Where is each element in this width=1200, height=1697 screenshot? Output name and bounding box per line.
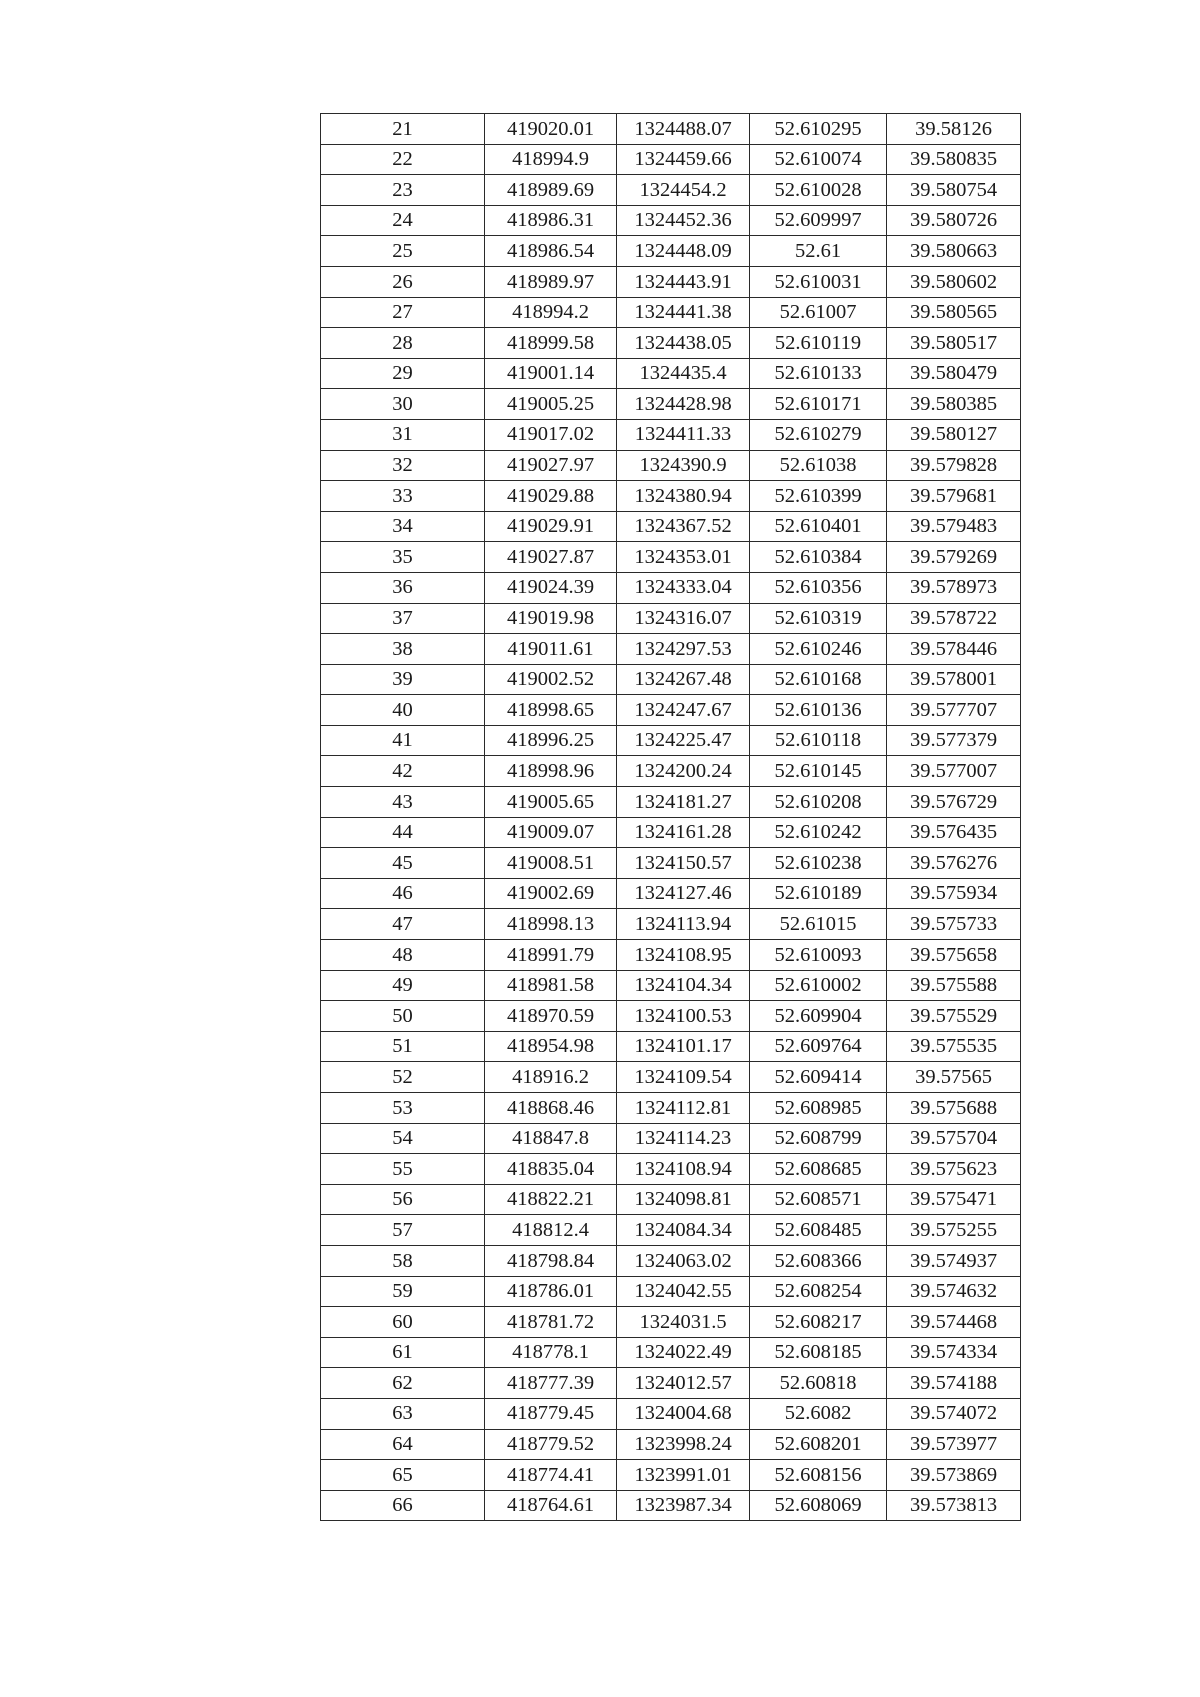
latitude-cell: 52.608799 <box>750 1123 887 1154</box>
coord-y-cell: 1324459.66 <box>617 144 750 175</box>
coord-x-cell: 418989.97 <box>485 266 617 297</box>
point-number-cell: 50 <box>321 1001 485 1032</box>
latitude-cell: 52.609997 <box>750 205 887 236</box>
coord-x-cell: 418778.1 <box>485 1337 617 1368</box>
coord-x-cell: 419011.61 <box>485 634 617 665</box>
latitude-cell: 52.610238 <box>750 848 887 879</box>
point-number-cell: 65 <box>321 1460 485 1491</box>
coord-x-cell: 418774.41 <box>485 1460 617 1491</box>
table-row <box>321 1276 1021 1307</box>
table-row <box>321 695 1021 726</box>
point-number-cell: 49 <box>321 970 485 1001</box>
point-number-cell: 51 <box>321 1031 485 1062</box>
longitude-cell: 39.575934 <box>887 878 1021 909</box>
longitude-cell: 39.573869 <box>887 1460 1021 1491</box>
table-row <box>321 1093 1021 1124</box>
coord-y-cell: 1324452.36 <box>617 205 750 236</box>
table-row <box>321 1429 1021 1460</box>
table-row <box>321 878 1021 909</box>
latitude-cell: 52.610242 <box>750 817 887 848</box>
point-number-cell: 25 <box>321 236 485 267</box>
coord-x-cell: 418994.2 <box>485 297 617 328</box>
longitude-cell: 39.575733 <box>887 909 1021 940</box>
point-number-cell: 47 <box>321 909 485 940</box>
latitude-cell: 52.608185 <box>750 1337 887 1368</box>
table-row <box>321 756 1021 787</box>
coord-y-cell: 1324112.81 <box>617 1093 750 1124</box>
table-row <box>321 1001 1021 1032</box>
longitude-cell: 39.580602 <box>887 266 1021 297</box>
latitude-cell: 52.610399 <box>750 481 887 512</box>
latitude-cell: 52.608156 <box>750 1460 887 1491</box>
longitude-cell: 39.575623 <box>887 1154 1021 1185</box>
longitude-cell: 39.580754 <box>887 175 1021 206</box>
table-row <box>321 1245 1021 1276</box>
coord-y-cell: 1324127.46 <box>617 878 750 909</box>
coord-x-cell: 419005.65 <box>485 787 617 818</box>
table-row <box>321 266 1021 297</box>
point-number-cell: 63 <box>321 1398 485 1429</box>
coord-y-cell: 1324161.28 <box>617 817 750 848</box>
table-row <box>321 205 1021 236</box>
coord-y-cell: 1324225.47 <box>617 725 750 756</box>
coord-x-cell: 418786.01 <box>485 1276 617 1307</box>
coord-x-cell: 418999.58 <box>485 328 617 359</box>
table-row <box>321 1154 1021 1185</box>
coord-x-cell: 418779.52 <box>485 1429 617 1460</box>
coord-x-cell: 418916.2 <box>485 1062 617 1093</box>
latitude-cell: 52.610319 <box>750 603 887 634</box>
point-number-cell: 30 <box>321 389 485 420</box>
coord-x-cell: 419027.97 <box>485 450 617 481</box>
longitude-cell: 39.580663 <box>887 236 1021 267</box>
longitude-cell: 39.580565 <box>887 297 1021 328</box>
coord-x-cell: 419027.87 <box>485 542 617 573</box>
point-number-cell: 24 <box>321 205 485 236</box>
table-row <box>321 909 1021 940</box>
latitude-cell: 52.610093 <box>750 940 887 971</box>
table-row <box>321 1215 1021 1246</box>
longitude-cell: 39.576276 <box>887 848 1021 879</box>
coord-x-cell: 418991.79 <box>485 940 617 971</box>
coord-x-cell: 418981.58 <box>485 970 617 1001</box>
table-row <box>321 542 1021 573</box>
coord-y-cell: 1324100.53 <box>617 1001 750 1032</box>
coord-y-cell: 1324022.49 <box>617 1337 750 1368</box>
point-number-cell: 59 <box>321 1276 485 1307</box>
table-row <box>321 450 1021 481</box>
coord-y-cell: 1324181.27 <box>617 787 750 818</box>
coord-y-cell: 1324104.34 <box>617 970 750 1001</box>
point-number-cell: 28 <box>321 328 485 359</box>
latitude-cell: 52.6082 <box>750 1398 887 1429</box>
coord-y-cell: 1324004.68 <box>617 1398 750 1429</box>
latitude-cell: 52.610401 <box>750 511 887 542</box>
table-row <box>321 1337 1021 1368</box>
latitude-cell: 52.608254 <box>750 1276 887 1307</box>
point-number-cell: 27 <box>321 297 485 328</box>
latitude-cell: 52.609904 <box>750 1001 887 1032</box>
point-number-cell: 23 <box>321 175 485 206</box>
coord-x-cell: 418779.45 <box>485 1398 617 1429</box>
coord-y-cell: 1324353.01 <box>617 542 750 573</box>
coord-y-cell: 1324063.02 <box>617 1245 750 1276</box>
point-number-cell: 38 <box>321 634 485 665</box>
coord-y-cell: 1324109.54 <box>617 1062 750 1093</box>
longitude-cell: 39.579483 <box>887 511 1021 542</box>
longitude-cell: 39.580517 <box>887 328 1021 359</box>
point-number-cell: 58 <box>321 1245 485 1276</box>
coord-x-cell: 419008.51 <box>485 848 617 879</box>
latitude-cell: 52.610295 <box>750 114 887 145</box>
point-number-cell: 62 <box>321 1368 485 1399</box>
longitude-cell: 39.575471 <box>887 1184 1021 1215</box>
longitude-cell: 39.580726 <box>887 205 1021 236</box>
latitude-cell: 52.61015 <box>750 909 887 940</box>
coord-y-cell: 1323998.24 <box>617 1429 750 1460</box>
longitude-cell: 39.575704 <box>887 1123 1021 1154</box>
table-row <box>321 144 1021 175</box>
coord-y-cell: 1324200.24 <box>617 756 750 787</box>
latitude-cell: 52.610208 <box>750 787 887 818</box>
coord-y-cell: 1324012.57 <box>617 1368 750 1399</box>
latitude-cell: 52.610145 <box>750 756 887 787</box>
table-row <box>321 634 1021 665</box>
coordinates-table <box>320 113 1021 1521</box>
table-row <box>321 1062 1021 1093</box>
longitude-cell: 39.58126 <box>887 114 1021 145</box>
longitude-cell: 39.579828 <box>887 450 1021 481</box>
coord-x-cell: 418777.39 <box>485 1368 617 1399</box>
longitude-cell: 39.580835 <box>887 144 1021 175</box>
point-number-cell: 22 <box>321 144 485 175</box>
latitude-cell: 52.610246 <box>750 634 887 665</box>
coord-y-cell: 1324367.52 <box>617 511 750 542</box>
longitude-cell: 39.578973 <box>887 572 1021 603</box>
latitude-cell: 52.608217 <box>750 1307 887 1338</box>
point-number-cell: 33 <box>321 481 485 512</box>
coord-x-cell: 418996.25 <box>485 725 617 756</box>
point-number-cell: 56 <box>321 1184 485 1215</box>
coord-y-cell: 1324411.33 <box>617 419 750 450</box>
coord-y-cell: 1324428.98 <box>617 389 750 420</box>
table-row <box>321 603 1021 634</box>
coord-y-cell: 1324488.07 <box>617 114 750 145</box>
coord-y-cell: 1324084.34 <box>617 1215 750 1246</box>
coord-y-cell: 1324150.57 <box>617 848 750 879</box>
latitude-cell: 52.610356 <box>750 572 887 603</box>
coord-x-cell: 418781.72 <box>485 1307 617 1338</box>
coord-y-cell: 1324113.94 <box>617 909 750 940</box>
point-number-cell: 48 <box>321 940 485 971</box>
latitude-cell: 52.610119 <box>750 328 887 359</box>
latitude-cell: 52.610171 <box>750 389 887 420</box>
latitude-cell: 52.610002 <box>750 970 887 1001</box>
table-row <box>321 848 1021 879</box>
coord-y-cell: 1324443.91 <box>617 266 750 297</box>
latitude-cell: 52.609414 <box>750 1062 887 1093</box>
latitude-cell: 52.61 <box>750 236 887 267</box>
coord-y-cell: 1324297.53 <box>617 634 750 665</box>
latitude-cell: 52.609764 <box>750 1031 887 1062</box>
coord-x-cell: 418835.04 <box>485 1154 617 1185</box>
coord-x-cell: 418986.54 <box>485 236 617 267</box>
table-row <box>321 175 1021 206</box>
longitude-cell: 39.575688 <box>887 1093 1021 1124</box>
latitude-cell: 52.610028 <box>750 175 887 206</box>
longitude-cell: 39.580127 <box>887 419 1021 450</box>
coord-y-cell: 1324108.95 <box>617 940 750 971</box>
point-number-cell: 45 <box>321 848 485 879</box>
coord-y-cell: 1324435.4 <box>617 358 750 389</box>
coord-y-cell: 1324441.38 <box>617 297 750 328</box>
longitude-cell: 39.574072 <box>887 1398 1021 1429</box>
coord-y-cell: 1324108.94 <box>617 1154 750 1185</box>
point-number-cell: 53 <box>321 1093 485 1124</box>
latitude-cell: 52.610031 <box>750 266 887 297</box>
point-number-cell: 35 <box>321 542 485 573</box>
table-row <box>321 358 1021 389</box>
table-row <box>321 511 1021 542</box>
latitude-cell: 52.610384 <box>750 542 887 573</box>
coord-y-cell: 1324098.81 <box>617 1184 750 1215</box>
coord-x-cell: 419001.14 <box>485 358 617 389</box>
longitude-cell: 39.576729 <box>887 787 1021 818</box>
point-number-cell: 31 <box>321 419 485 450</box>
coord-y-cell: 1324316.07 <box>617 603 750 634</box>
latitude-cell: 52.608685 <box>750 1154 887 1185</box>
table-row <box>321 114 1021 145</box>
longitude-cell: 39.574937 <box>887 1245 1021 1276</box>
coord-x-cell: 418998.13 <box>485 909 617 940</box>
point-number-cell: 64 <box>321 1429 485 1460</box>
point-number-cell: 54 <box>321 1123 485 1154</box>
coord-x-cell: 418847.8 <box>485 1123 617 1154</box>
table-row <box>321 787 1021 818</box>
coord-x-cell: 419020.01 <box>485 114 617 145</box>
table-row <box>321 572 1021 603</box>
longitude-cell: 39.575255 <box>887 1215 1021 1246</box>
longitude-cell: 39.575588 <box>887 970 1021 1001</box>
point-number-cell: 32 <box>321 450 485 481</box>
coordinates-table-body <box>321 114 1021 1521</box>
coord-x-cell: 418970.59 <box>485 1001 617 1032</box>
latitude-cell: 52.608366 <box>750 1245 887 1276</box>
table-row <box>321 1307 1021 1338</box>
coord-x-cell: 418989.69 <box>485 175 617 206</box>
longitude-cell: 39.573977 <box>887 1429 1021 1460</box>
point-number-cell: 52 <box>321 1062 485 1093</box>
table-row <box>321 1398 1021 1429</box>
table-row <box>321 664 1021 695</box>
longitude-cell: 39.57565 <box>887 1062 1021 1093</box>
latitude-cell: 52.61007 <box>750 297 887 328</box>
longitude-cell: 39.574632 <box>887 1276 1021 1307</box>
longitude-cell: 39.574334 <box>887 1337 1021 1368</box>
coord-x-cell: 418954.98 <box>485 1031 617 1062</box>
longitude-cell: 39.575529 <box>887 1001 1021 1032</box>
coord-y-cell: 1324042.55 <box>617 1276 750 1307</box>
point-number-cell: 44 <box>321 817 485 848</box>
point-number-cell: 34 <box>321 511 485 542</box>
latitude-cell: 52.61038 <box>750 450 887 481</box>
point-number-cell: 37 <box>321 603 485 634</box>
longitude-cell: 39.575658 <box>887 940 1021 971</box>
table-row <box>321 328 1021 359</box>
latitude-cell: 52.610074 <box>750 144 887 175</box>
table-row <box>321 1123 1021 1154</box>
coord-y-cell: 1324454.2 <box>617 175 750 206</box>
table-row <box>321 1031 1021 1062</box>
longitude-cell: 39.577007 <box>887 756 1021 787</box>
point-number-cell: 60 <box>321 1307 485 1338</box>
table-row <box>321 1460 1021 1491</box>
table-row <box>321 1490 1021 1521</box>
latitude-cell: 52.610189 <box>750 878 887 909</box>
point-number-cell: 46 <box>321 878 485 909</box>
point-number-cell: 21 <box>321 114 485 145</box>
longitude-cell: 39.578001 <box>887 664 1021 695</box>
coord-x-cell: 419029.88 <box>485 481 617 512</box>
point-number-cell: 39 <box>321 664 485 695</box>
coord-x-cell: 418998.96 <box>485 756 617 787</box>
coord-x-cell: 418798.84 <box>485 1245 617 1276</box>
coord-y-cell: 1323991.01 <box>617 1460 750 1491</box>
longitude-cell: 39.580385 <box>887 389 1021 420</box>
longitude-cell: 39.578722 <box>887 603 1021 634</box>
latitude-cell: 52.610279 <box>750 419 887 450</box>
longitude-cell: 39.579269 <box>887 542 1021 573</box>
point-number-cell: 29 <box>321 358 485 389</box>
coord-x-cell: 418994.9 <box>485 144 617 175</box>
coord-y-cell: 1324114.23 <box>617 1123 750 1154</box>
point-number-cell: 66 <box>321 1490 485 1521</box>
table-row <box>321 725 1021 756</box>
longitude-cell: 39.575535 <box>887 1031 1021 1062</box>
point-number-cell: 55 <box>321 1154 485 1185</box>
coord-x-cell: 419005.25 <box>485 389 617 420</box>
coord-x-cell: 419024.39 <box>485 572 617 603</box>
point-number-cell: 41 <box>321 725 485 756</box>
coord-x-cell: 418986.31 <box>485 205 617 236</box>
longitude-cell: 39.574188 <box>887 1368 1021 1399</box>
longitude-cell: 39.578446 <box>887 634 1021 665</box>
coord-x-cell: 419017.02 <box>485 419 617 450</box>
latitude-cell: 52.608571 <box>750 1184 887 1215</box>
coord-x-cell: 418764.61 <box>485 1490 617 1521</box>
table-row <box>321 419 1021 450</box>
point-number-cell: 26 <box>321 266 485 297</box>
point-number-cell: 61 <box>321 1337 485 1368</box>
coord-x-cell: 419009.07 <box>485 817 617 848</box>
coord-y-cell: 1323987.34 <box>617 1490 750 1521</box>
coord-y-cell: 1324247.67 <box>617 695 750 726</box>
point-number-cell: 43 <box>321 787 485 818</box>
coord-x-cell: 419002.69 <box>485 878 617 909</box>
coord-x-cell: 418998.65 <box>485 695 617 726</box>
latitude-cell: 52.610133 <box>750 358 887 389</box>
longitude-cell: 39.577707 <box>887 695 1021 726</box>
latitude-cell: 52.610168 <box>750 664 887 695</box>
point-number-cell: 40 <box>321 695 485 726</box>
table-row <box>321 1368 1021 1399</box>
coord-y-cell: 1324380.94 <box>617 481 750 512</box>
latitude-cell: 52.610118 <box>750 725 887 756</box>
coord-x-cell: 418822.21 <box>485 1184 617 1215</box>
latitude-cell: 52.60818 <box>750 1368 887 1399</box>
coord-x-cell: 418868.46 <box>485 1093 617 1124</box>
coord-x-cell: 419002.52 <box>485 664 617 695</box>
coord-y-cell: 1324031.5 <box>617 1307 750 1338</box>
coord-x-cell: 419019.98 <box>485 603 617 634</box>
latitude-cell: 52.608485 <box>750 1215 887 1246</box>
table-row <box>321 940 1021 971</box>
table-row <box>321 481 1021 512</box>
coord-y-cell: 1324101.17 <box>617 1031 750 1062</box>
table-row <box>321 817 1021 848</box>
coord-y-cell: 1324390.9 <box>617 450 750 481</box>
coord-x-cell: 418812.4 <box>485 1215 617 1246</box>
longitude-cell: 39.580479 <box>887 358 1021 389</box>
latitude-cell: 52.608069 <box>750 1490 887 1521</box>
table-row <box>321 297 1021 328</box>
longitude-cell: 39.577379 <box>887 725 1021 756</box>
coord-y-cell: 1324438.05 <box>617 328 750 359</box>
longitude-cell: 39.574468 <box>887 1307 1021 1338</box>
table-row <box>321 389 1021 420</box>
coord-y-cell: 1324448.09 <box>617 236 750 267</box>
point-number-cell: 42 <box>321 756 485 787</box>
latitude-cell: 52.608201 <box>750 1429 887 1460</box>
table-row <box>321 1184 1021 1215</box>
table-row <box>321 970 1021 1001</box>
point-number-cell: 57 <box>321 1215 485 1246</box>
longitude-cell: 39.573813 <box>887 1490 1021 1521</box>
coord-y-cell: 1324333.04 <box>617 572 750 603</box>
point-number-cell: 36 <box>321 572 485 603</box>
longitude-cell: 39.579681 <box>887 481 1021 512</box>
table-row <box>321 236 1021 267</box>
coord-y-cell: 1324267.48 <box>617 664 750 695</box>
longitude-cell: 39.576435 <box>887 817 1021 848</box>
coord-x-cell: 419029.91 <box>485 511 617 542</box>
latitude-cell: 52.610136 <box>750 695 887 726</box>
latitude-cell: 52.608985 <box>750 1093 887 1124</box>
